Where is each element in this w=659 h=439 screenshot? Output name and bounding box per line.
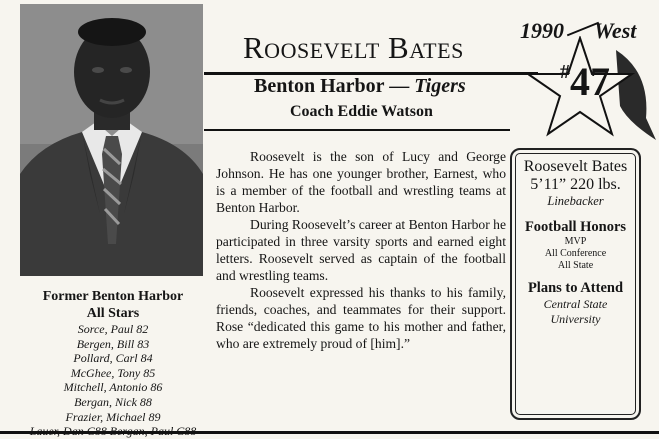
school-separator: — (384, 75, 415, 97)
year-label: 1990 (520, 18, 564, 43)
honors-heading: Football Honors (524, 219, 627, 235)
player-photo (20, 4, 203, 276)
jersey-digits: 47 (570, 59, 610, 104)
all-stars-title-line1: Former Benton Harbor (42, 289, 184, 304)
bio-paragraph: Roosevelt is the son of Lucy and George Johnson. He has one younger brother, Earnest, who is a member of the football and wrestling teams at Benton Harbor. (216, 149, 506, 215)
school-name: Benton Harbor (254, 75, 385, 97)
jersey-hash: # (560, 61, 570, 83)
player-name: Roosevelt Bates (243, 30, 464, 65)
team-name: Tigers (414, 75, 466, 97)
bio-paragraph: During Roosevelt’s career at Benton Harbor he participated in three varsity sports and earned eight letters. Roosevelt served as captain of the football and wrestling teams. (216, 217, 506, 283)
portrait-image (20, 4, 203, 276)
footer-rule (0, 431, 659, 434)
honor-item: All Conference (544, 248, 607, 259)
player-info-box (510, 148, 641, 420)
region-label: West (594, 18, 637, 43)
all-star-entry: Bergan, Nick 88 (74, 394, 152, 409)
all-stars-title-line2: All Stars (86, 306, 140, 321)
former-all-stars (18, 288, 208, 439)
plans-heading: Plans to Attend (527, 280, 624, 296)
all-star-entry: Sorce, Paul 82 (77, 322, 149, 336)
honor-item: MVP (564, 236, 587, 247)
subheader-rule (204, 129, 510, 131)
sidebar-position: Linebacker (547, 194, 604, 208)
bio-text (216, 148, 506, 352)
coach-name: Coach Eddie Watson (290, 103, 433, 120)
plans-line: Central State (543, 297, 608, 311)
jersey-number (560, 59, 610, 104)
honor-item: All State (557, 260, 594, 271)
all-star-entry: Frazier, Michael 89 (65, 409, 161, 424)
all-star-entry: Bergen, Bill 83 (76, 336, 150, 351)
school-line (254, 75, 466, 98)
sidebar-player-name: Roosevelt Bates (523, 158, 628, 175)
all-star-entry: Mitchell, Antonio 86 (63, 380, 163, 395)
all-star-entry: Pollard, Carl 84 (73, 351, 153, 366)
sidebar-height-weight: 5’11” 220 lbs. (530, 176, 621, 193)
plans-line: University (550, 312, 601, 326)
all-star-entry: McGhee, Tony 85 (70, 365, 156, 380)
bio-paragraph: Roosevelt expressed his thanks to his family, friends, coaches, and teammates for their support. Rose “dedicated this game to his mother and father, who are extremely proud of [him].” (216, 285, 506, 351)
